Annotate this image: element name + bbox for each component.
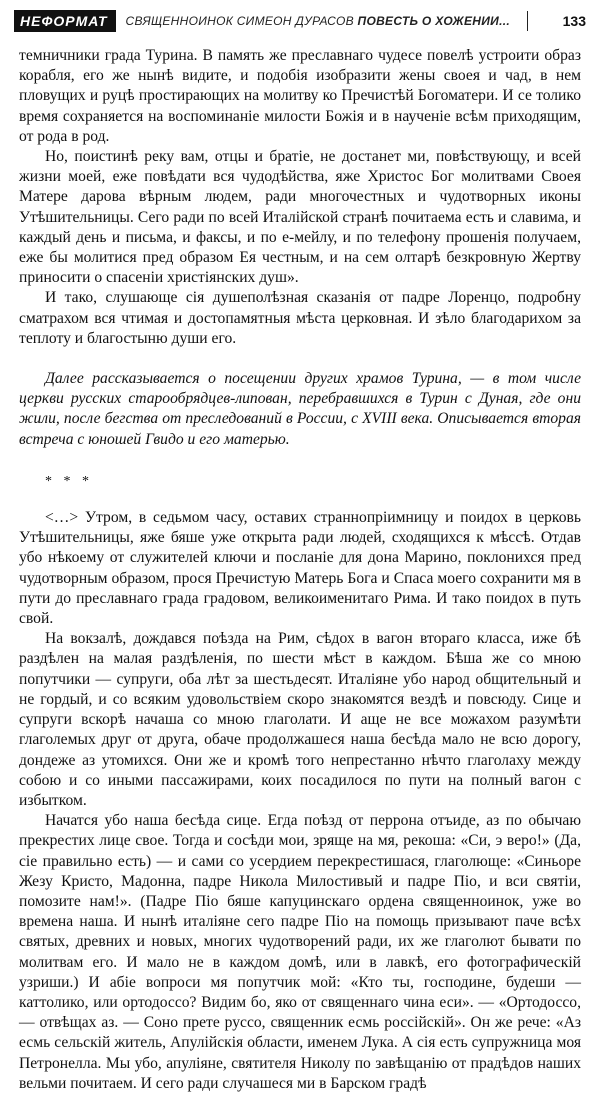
paragraph: <…> Утром, в седьмом часу, оставих страннопріимницу и поидох в церковь Утѣшительницы, яже бяше уже открыта ради людей, сходящихся к мѣссѣ. Отдав убо нѣкоему от служителей ключи и посланіе для дона Марино, поклонихся пред чудотворным образом, прося Пречистую Матерь Бога и Спаса моего сохранити мя в пути до преславнаго града градовом, великоименитаго Рима. И тако поидох в путь свой. — [19, 509, 581, 628]
header-divider — [527, 11, 528, 31]
paragraph: Но, поистинѣ реку вам, отцы и братіе, не достанет ми, повѣствующу, и всей жизни моей, еже повѣдати вся чудодѣйства, яже Христос Бог молитвами Своея Матере дарова вѣрным людем, ради многочестных и чудотворных иконы Утѣшительницы. Сего ради по всей Италійской странѣ почитаема есть и славима, и каждый день и письма, и факсы, и по е-мейлу, и по телефону прошенія получаем, еже бы молитися пред образом Ея честным, и на сем олтарѣ безкровную Жертву приносити о спасеніи христіянских душ». — [19, 148, 581, 287]
editorial-summary: Далее рассказывается о посещении других храмов Турина, — в том числе церкви русских старообрядцев-липован, перебравшихся в Турин с Дуная, где они жили, после бегства от преследований в России, с XVIII века. Описывается вторая встреча с юношей Гвидо и его матерью. — [19, 370, 581, 448]
section-tag: НЕФОРМАТ — [14, 10, 116, 32]
author-name: СВЯЩЕННОИНОК СИМЕОН ДУРАСОВ — [125, 14, 354, 28]
paragraph: темничники града Турина. В память же преславнаго чудесе повелѣ устроити образ корабля, его же нынѣ видите, и подобія изобразити жены своея и чад, в нем пловущих и руцѣ простирающих на молитву ко Пречистѣй Богоматери. И се толико время сохраняется на воспоминаніе милости Божія и в наученіе всѣм приходящим, от рода в род. — [19, 47, 581, 145]
paragraph: Начатся убо наша бесѣда сице. Егда поѣзд от перрона отъиде, аз по обычаю прекрестих лице свое. Тогда и сосѣди мои, зряще на мя, рекоша: «Си, э веро!» (Да, сіе правильно есть) — и сами со усердием перекрестишася, глаголюще: «Синьоре Жезу Кристо, Мадонна, падре Никола Милостивый и падре Піо, и вси святіи, помозите нам!». (Падре Піо бяше капуцинскаго ордена священноинок, уже во времена наша. И нынѣ италіяне сего падре Піо на помощь призывают паче всѣх святых, древних и новых, многих чудотворений ради, их же глаголют бывати по молитвам его. И мало не в каждом домѣ, или в лавкѣ, его фотографическій узриши.) И абіе вопроси мя попутчик мой: «Кто ты, господине, будеши — каттолико, или ортодоссо? Видим бо, яко от священнаго чина еси». — «Ортодоссо, — отвѣщах аз. — Соно прете руссо, священник есмь россійскій». Он же рече: «Аз есмь сельскій житель, Апулійскія области, именем Лука. А сія есть супружница моя Петронелла. Мы убо, апуліяне, святителя Николу по завѣщанію от прадѣдов наших вельми почитаем. И сего ради случашеся ми в Барском градѣ — [19, 812, 581, 1092]
running-title — [126, 13, 511, 29]
paragraph: На вокзалѣ, дождався поѣзда на Рим, сѣдох в вагон втораго класса, иже бѣ раздѣлен на малая раздѣленія, по шести мѣст в каждом. Бѣша же со мною попутчики — супруги, оба лѣт за шестьдесят. Италіяне убо народ общительный и не гордый, и со всяким удовольствіем скоро знакомятся вездѣ и повсюду. Сице и супруги вскорѣ начаша со мною глаголати. И аще не все можахом разумѣти глаголемых друг от друга, обаче продолжашеся наша бесѣда мало не всю дорогу, дондеже аз утомихся. Они же и кромѣ того непрестанно нѣчто глаголаху между собою и со иными пассажирами, коих посадилося по пути на полный вагон с избытком. — [19, 630, 581, 809]
paragraph: И тако, слушающе сія душеполѣзная сказанія от падре Лоренцо, подробну сматрахом вся чтимая и достопамятныя мѣста церковная. И зѣло благодарихом за теплоту и благостыню души его. — [19, 289, 581, 347]
section-break: * * * — [45, 473, 93, 489]
running-header — [14, 10, 586, 36]
work-title: ПОВЕСТЬ О ХОЖЕНИИ... — [357, 14, 510, 28]
text-body — [19, 46, 581, 1094]
page-number: 133 — [562, 13, 586, 29]
